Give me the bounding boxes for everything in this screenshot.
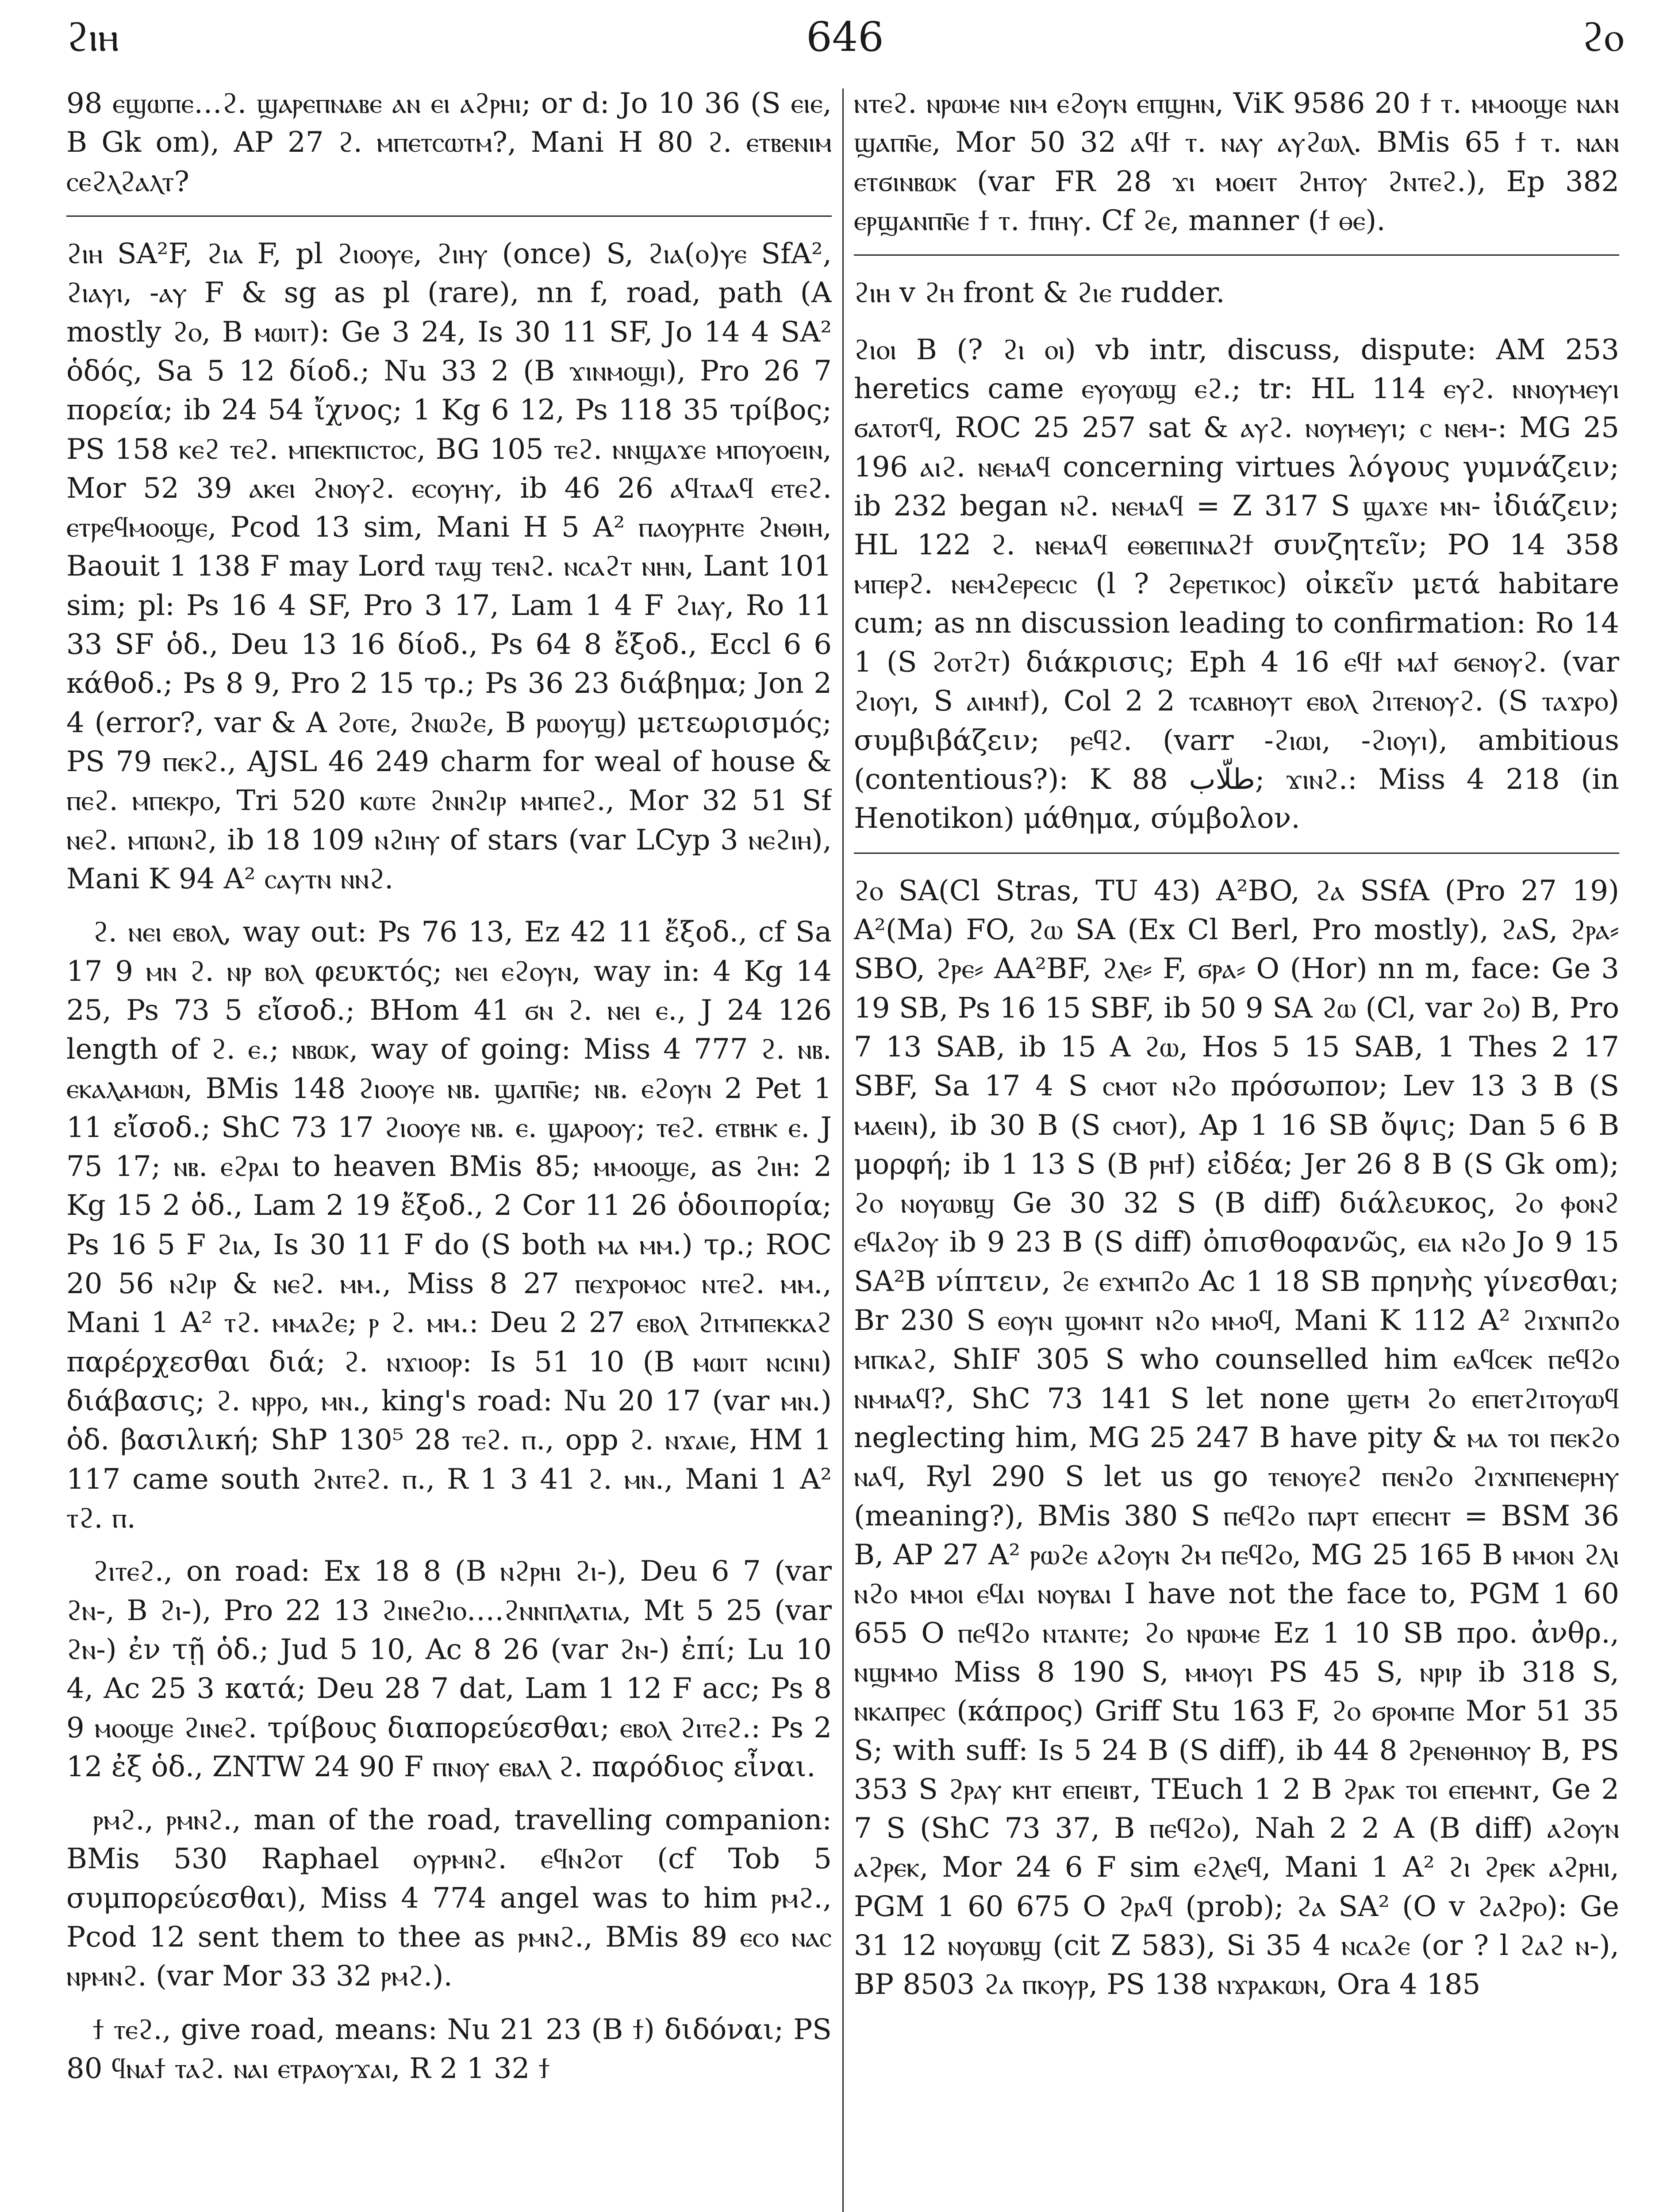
header-right-guideword: ϩⲟ	[1582, 13, 1624, 61]
left-column	[66, 84, 832, 2212]
subentry-man-of-road: ⲣⲙϩ., ⲣⲙⲛϩ., man of the road, travelling companion: BMis 530 Raphael ⲟⲩⲣⲙⲛϩ. ⲉϥⲛϩⲟⲧ (cf Tob 5 συμπορεύεσθαι), Miss 4 774 angel was to him ⲣⲙϩ., Pcod 12 sent them to thee as ⲣⲙⲛϩ., BMis 89 ⲉⲥⲟ ⲛⲁⲥ ⲛⲣⲙⲛϩ. (var Mor 33 32 ⲣⲙϩ.).	[66, 1804, 832, 1993]
entry-hioi-discuss: ϩⲓⲟⲓ B (? ϩⲓ ⲟⲓ) vb intr, discuss, dispute: AM 253 heretics came ⲉⲩⲟⲩⲱϣ ⲉϩ.; tr: HL 114 ⲉⲩϩ. ⲛⲛⲟⲩⲙⲉⲩⲓ ϭⲁⲧⲟⲧϥ, ROC 25 257 sat & ⲁⲩϩ. ⲛⲟⲩⲙⲉⲩⲓ; ⲥ ⲛⲉⲙ-: MG 25 196 ⲁⲓϩ. ⲛⲉⲙⲁϥ concerning virtues λόγους γυμνάζειν; ib 232 began ⲛϩ. ⲛⲉⲙⲁϥ = Z 317 S ϣⲁϫⲉ ⲙⲛ- ἰδιάζειν; HL 122 ϩ. ⲛⲉⲙⲁϥ ⲉⲑⲃⲉⲡⲓⲛⲁϩϯ συνζητεῖν; PO 14 358 ⲙⲡⲉⲣϩ. ⲛⲉⲙϩⲉⲣⲉⲥⲓⲥ (l ? ϩⲉⲣⲉⲧⲓⲕⲟⲥ) οἰκεῖν μετά habitare cum; as nn discussion leading to confirmation: Ro 14 1 (S ϩⲟⲧϩⲧ) διάκρισις; Eph 4 16 ⲉϥϯ ⲙⲁϯ ϭⲉⲛⲟⲩϩ. (var ϩⲓⲟⲩⲓ, S ⲁⲓⲙⲛϯ), Col 2 2 ⲧⲥⲁⲃⲏⲟⲩⲧ ⲉⲃⲟⲗ ϩⲓⲧⲉⲛⲟⲩϩ. (S ⲧⲁϫⲣⲟ) συμβιβάζειν; ⲣⲉϥϩ. (varr -ϩⲓⲱⲓ, -ϩⲓⲟⲩⲓ), ambitious (contentious?): K 88 طلّاب; ϫⲓⲛϩ.: Miss 4 218 (in Henotikon) μάθημα, σύμβολον.	[854, 333, 1619, 835]
subentry-give-road: ϯ ⲧⲉϩ., give road, means: Nu 21 23 (B ϯ) διδόναι; PS 80 ϥⲛⲁϯ ⲧⲁϩ. ⲛⲁⲓ ⲉⲧⲣⲁⲟⲩϫⲁⲓ, R 2 1 32 ϯ	[66, 2013, 832, 2085]
entry-rule	[854, 254, 1619, 256]
entry-rule	[66, 215, 832, 217]
entry-continuation: ⲛⲧⲉϩ. ⲛⲣⲱⲙⲉ ⲛⲓⲙ ⲉϩⲟⲩⲛ ⲉⲡϣⲏⲛ, ViK 9586 20 ϯ ⲧ. ⲙⲙⲟⲟϣⲉ ⲛⲁⲛ ϣⲁⲡⲛ̄ⲉ, Mor 50 32 ⲁϥϯ ⲧ. ⲛⲁⲩ ⲁⲩϩⲱⲗ. BMis 65 ϯ ⲧ. ⲛⲁⲛ ⲉⲧϭⲓⲛⲃⲱⲕ (var FR 28 ϫⲓ ⲙⲟⲉⲓⲧ ϩⲏⲧⲟⲩ ϩⲛⲧⲉϩ.), Ep 382 ⲉⲣϣⲁⲛⲡⲛ̄ⲉ ϯ ⲧ. ϯⲡⲏⲩ. Cf ϩⲉ, manner (ϯ ⲑⲉ).	[854, 87, 1619, 237]
right-column	[854, 84, 1619, 2212]
entry-rule	[854, 853, 1619, 854]
entry-continuation: 98 ⲉϣⲱⲡⲉ…ϩ. ϣⲁⲣⲉⲡⲛⲁⲃⲉ ⲁⲛ ⲉⲓ ⲁϩⲣⲏⲓ; or d: Jo 10 36 (S ⲉⲓⲉ, B Gk om), AP 27 ϩ. ⲙⲡⲉⲧⲥⲱⲧⲙ?, Mani H 80 ϩ. ⲉⲧⲃⲉⲛⲓⲙ ⲥⲉϩⲗϩⲁⲗⲧ?	[66, 87, 832, 198]
entry-hie-road: ϩⲓⲏ SA²F, ϩⲓⲁ F, pl ϩⲓⲟⲟⲩⲉ, ϩⲓⲏⲩ (once) S, ϩⲓⲁ(ⲟ)ⲩⲉ SfA², ϩⲓⲁⲩⲓ, -ⲁⲩ F & sg as pl (rare), nn f, road, path (A mostly ϩⲟ, B ⲙⲱⲓⲧ): Ge 3 24, Is 30 11 SF, Jo 14 4 SA² ὁδός, Sa 5 12 δίοδ.; Nu 33 2 (B ϫⲓⲛⲙⲟϣⲓ), Pro 26 7 πορεία; ib 24 54 ἴχνος; 1 Kg 6 12, Ps 118 35 τρίβος; PS 158 ⲕⲉϩ ⲧⲉϩ. ⲙⲡⲉⲕⲡⲓⲥⲧⲟⲥ, BG 105 ⲧⲉϩ. ⲛⲛϣⲁϫⲉ ⲙⲡⲟⲩⲟⲉⲓⲛ, Mor 52 39 ⲁⲕⲉⲓ ϩⲛⲟⲩϩ. ⲉⲥⲟⲩⲏⲩ, ib 46 26 ⲁϥⲧⲁⲁϥ ⲉⲧⲉϩ. ⲉⲧⲣⲉϥⲙⲟⲟϣⲉ, Pcod 13 sim, Mani H 5 A² ⲡⲁⲟⲩⲣⲏⲧⲉ ϩⲛⲑⲓⲏ, Baouit 1 138 F may Lord ⲧⲁϣ ⲧⲉⲛϩ. ⲛⲥⲁϩⲧ ⲛⲏⲛ, Lant 101 sim; pl: Ps 16 4 SF, Pro 3 17, Lam 1 4 F ϩⲓⲁⲩ, Ro 11 33 SF ὁδ., Deu 13 16 δίοδ., Ps 64 8 ἔξοδ., Eccl 6 6 κάθοδ.; Ps 8 9, Pro 2 15 τρ.; Ps 36 23 διάβημα; Jon 2 4 (error?, var & A ϩⲟⲧⲉ, ϩⲛⲱϩⲉ, B ⲣⲱⲟⲩϣ) μετεωρισμός; PS 79 ⲡⲉⲕϩ., AJSL 46 249 charm for weal of house & ⲡⲉϩ. ⲙⲡⲉⲕⲣⲟ, Tri 520 ⲕⲱⲧⲉ ϩⲛⲛϩⲓⲣ ⲙⲙⲡⲉϩ., Mor 32 51 Sf ⲛⲉϩ. ⲙⲡⲱⲛϩ, ib 18 109 ⲛϩⲓⲏⲩ of stars (var LCyp 3 ⲛⲉϩⲓⲏ), Mani K 94 A² ⲥⲁⲩⲧⲛ ⲛⲛϩ.	[66, 237, 832, 895]
subentry-on-road: ϩⲓⲧⲉϩ., on road: Ex 18 8 (B ⲛϩⲣⲏⲓ ϩⲓ-), Deu 6 7 (var ϩⲛ-, B ϩⲓ-), Pro 22 13 ϩⲓⲛⲉϩⲓⲟ….ϩⲛⲛⲡⲗⲁⲧⲓⲁ, Mt 5 25 (var ϩⲛ-) ἐν τῇ ὁδ.; Jud 5 10, Ac 8 26 (var ϩⲛ-) ἐπί; Lu 10 4, Ac 25 3 κατά; Deu 28 7 dat, Lam 1 12 F acc; Ps 8 9 ⲙⲟⲟϣⲉ ϩⲓⲛⲉϩ. τρίβους διαπορεύεσθαι; ⲉⲃⲟⲗ ϩⲓⲧⲉϩ.: Ps 2 12 ἐξ ὁδ., ZNTW 24 90 F ⲡⲛⲟⲩ ⲉⲃⲁⲗ ϩ. παρόδιος εἶναι.	[66, 1555, 832, 1783]
page-number: 646	[806, 13, 884, 61]
subentry-way-out: ϩ. ⲛⲉⲓ ⲉⲃⲟⲗ, way out: Ps 76 13, Ez 42 11 ἔξοδ., cf Sa 17 9 ⲙⲛ ϩ. ⲛⲣ ⲃⲟⲗ φευκτός; ⲛⲉⲓ ⲉϩⲟⲩⲛ, way in: 4 Kg 14 25, Ps 73 5 εἴσοδ.; BHom 41 ϭⲛ ϩ. ⲛⲉⲓ ⲉ., J 24 126 length of ϩ. ⲉ.; ⲛⲃⲱⲕ, way of going: Miss 4 777 ϩ. ⲛⲃ. ⲉⲕⲁⲗⲁⲙⲱⲛ, BMis 148 ϩⲓⲟⲟⲩⲉ ⲛⲃ. ϣⲁⲡⲛ̄ⲉ; ⲛⲃ. ⲉϩⲟⲩⲛ 2 Pet 1 11 εἴσοδ.; ShC 73 17 ϩⲓⲟⲟⲩⲉ ⲛⲃ. ⲉ. ϣⲁⲣⲟⲟⲩ; ⲧⲉϩ. ⲉⲧⲃⲏⲕ ⲉ. J 75 17; ⲛⲃ. ⲉϩⲣⲁⲓ to heaven BMis 85; ⲙⲙⲟⲟϣⲉ, as ϩⲓⲏ: 2 Kg 15 2 ὁδ., Lam 2 19 ἔξοδ., 2 Cor 11 26 ὁδοιπορία; Ps 16 5 F ϩⲓⲁ, Is 30 11 F do (S both ⲙⲁ ⲙⲙ.) τρ.; ROC 20 56 ⲛϩⲓⲣ & ⲛⲉϩ. ⲙⲙ., Miss 8 27 ⲡⲉϫⲣⲟⲙⲟⲥ ⲛⲧⲉϩ. ⲙⲙ., Mani 1 A² ⲧϩ. ⲙⲙⲁϩⲉ; ⲣ ϩ. ⲙⲙ.: Deu 2 27 ⲉⲃⲟⲗ ϩⲓⲧⲙⲡⲉⲕⲕⲁϩ παρέρχεσθαι διά; ϩ. ⲛϫⲓⲟⲟⲣ: Is 51 10 (B ⲙⲱⲓⲧ ⲛⲥⲓⲛⲓ) διάβασις; ϩ. ⲛⲣⲣⲟ, ⲙⲛ., king's road: Nu 20 17 (var ⲙⲛ.) ὁδ. βασιλική; ShP 130⁵ 28 ⲧⲉϩ. ⲡ., opp ϩ. ⲛϫⲁⲓⲉ, HM 1 117 came south ϩⲛⲧⲉϩ. ⲡ., R 1 3 41 ϩ. ⲙⲛ., Mani 1 A² ⲧϩ. ⲡ.	[66, 916, 832, 1535]
column-divider	[842, 88, 844, 2212]
page-header	[66, 13, 1624, 80]
entry-ho-face: ϩⲟ SA(Cl Stras, TU 43) A²BO, ϩⲁ SSfA (Pro 27 19) A²(Ma) FO, ϩⲱ SA (Ex Cl Berl, Pro mostly), ϩⲁS, ϩⲣⲁ⸗ SBO, ϩⲣⲉ⸗ AA²BF, ϩⲗⲉ⸗ F, ϭⲣⲁ⸗ O (Hor) nn m, face: Ge 3 19 SB, Ps 16 15 SBF, ib 50 9 SA ϩⲱ (Cl, var ϩⲟ) B, Pro 7 13 SAB, ib 15 A ϩⲱ, Hos 5 15 SAB, 1 Thes 2 17 SBF, Sa 17 4 S ⲥⲙⲟⲧ ⲛϩⲟ πρόσωπον; Lev 13 3 B (S ⲙⲁⲉⲓⲛ), ib 30 B (S ⲥⲙⲟⲧ), Ap 1 16 SB ὄψις; Dan 5 6 B μορφή; ib 1 13 S (B ⲣⲏϯ) εἰδέα; Jer 26 8 B (S Gk om); ϩⲟ ⲛⲟⲩⲱⲃϣ Ge 30 32 S (B diff) διάλευκος, ϩⲟ ⲫⲟⲛϩ ⲉϥⲁϩⲟⲩ ib 9 23 B (S diff) ὀπισθοφανῶς, ⲉⲓⲁ ⲛϩⲟ Jo 9 15 SA²B νίπτειν, ϩⲉ ⲉϫⲙⲡϩⲟ Ac 1 18 SB πρηνὴς γίνεσθαι; Br 230 S ⲉⲟⲩⲛ ϣⲟⲙⲛⲧ ⲛϩⲟ ⲙⲙⲟϥ, Mani K 112 A² ϩⲓϫⲛⲡϩⲟ ⲙⲡⲕⲁϩ, ShIF 305 S who counselled him ⲉⲁϥⲥⲉⲕ ⲡⲉϥϩⲟ ⲛⲙⲙⲁϥ?, ShC 73 141 S let none ϣⲉⲧⲙ ϩⲟ ⲉⲡⲉⲧϩⲓⲧⲟⲩⲱϥ neglecting him, MG 25 247 B have pity & ⲙⲁ ⲧⲟⲓ ⲡⲉⲕϩⲟ ⲛⲁϥ, Ryl 290 S let us go ⲧⲉⲛⲟⲩⲉϩ ⲡⲉⲛϩⲟ ϩⲓϫⲛⲡⲉⲛⲉⲣⲏⲩ (meaning?), BMis 380 S ⲡⲉϥϩⲟ ⲡⲁⲣⲧ ⲉⲡⲉⲥⲏⲧ = BSM 36 B, AP 27 A² ⲣⲱϩⲉ ⲁϩⲟⲩⲛ ϩⲙ ⲡⲉϥϩⲟ, MG 25 165 B ⲙⲙⲟⲛ ϩⲗⲓ ⲛϩⲟ ⲙⲙⲟⲓ ⲉϥⲁⲓ ⲛⲟⲩⲃⲁⲓ I have not the face to, PGM 1 60 655 O ⲡⲉϥϩⲟ ⲛⲧⲁⲛⲧⲉ; ϩⲟ ⲛⲣⲱⲙⲉ Ez 1 10 SB προ. ἀνθρ., ⲛϣⲙⲙⲟ Miss 8 190 S, ⲙⲙⲟⲩⲓ PS 45 S, ⲛⲣⲓⲣ ib 318 S, ⲛⲕⲁⲡⲣⲉⲥ (κάπρος) Griff Stu 163 F, ϩⲟ ϭⲣⲟⲙⲡⲉ Mor 51 35 S; with suff: Is 5 24 B (S diff), ib 44 8 ϩⲣⲉⲛⲑⲏⲛⲟⲩ B, PS 353 S ϩⲣⲁⲩ ⲕⲏⲧ ⲉⲡⲉⲓⲃⲧ, TEuch 1 2 B ϩⲣⲁⲕ ⲧⲟⲓ ⲉⲡⲉⲙⲛⲧ, Ge 2 7 S (ShC 73 37, B ⲡⲉϥϩⲟ), Nah 2 2 A (B diff) ⲁϩⲟⲩⲛ ⲁϩⲣⲉⲕ, Mor 24 6 F sim ⲉϩⲗⲉϥ, Mani 1 A² ϩⲓ ϩⲣⲉⲕ ⲁϩⲣⲏⲓ, PGM 1 60 675 O ϩⲣⲁϥ (prob); ϩⲁ SA² (O v ϩⲁϩⲣⲟ): Ge 31 12 ⲛⲟⲩⲱⲃϣ (cit Z 583), Si 35 4 ⲛⲥⲁϩⲉ (or ? l ϩⲁϩ ⲛ-), BP 8503 ϩⲁ ⲡⲕⲟⲩⲣ, PS 138 ⲛϫⲣⲁⲕⲱⲛ, Ora 4 185	[854, 874, 1619, 2001]
entry-hie-reference: ϩⲓⲏ v ϩⲏ front & ϩⲓⲉ rudder.	[854, 276, 1225, 310]
header-left-guideword: ϩⲓⲏ	[66, 13, 119, 61]
